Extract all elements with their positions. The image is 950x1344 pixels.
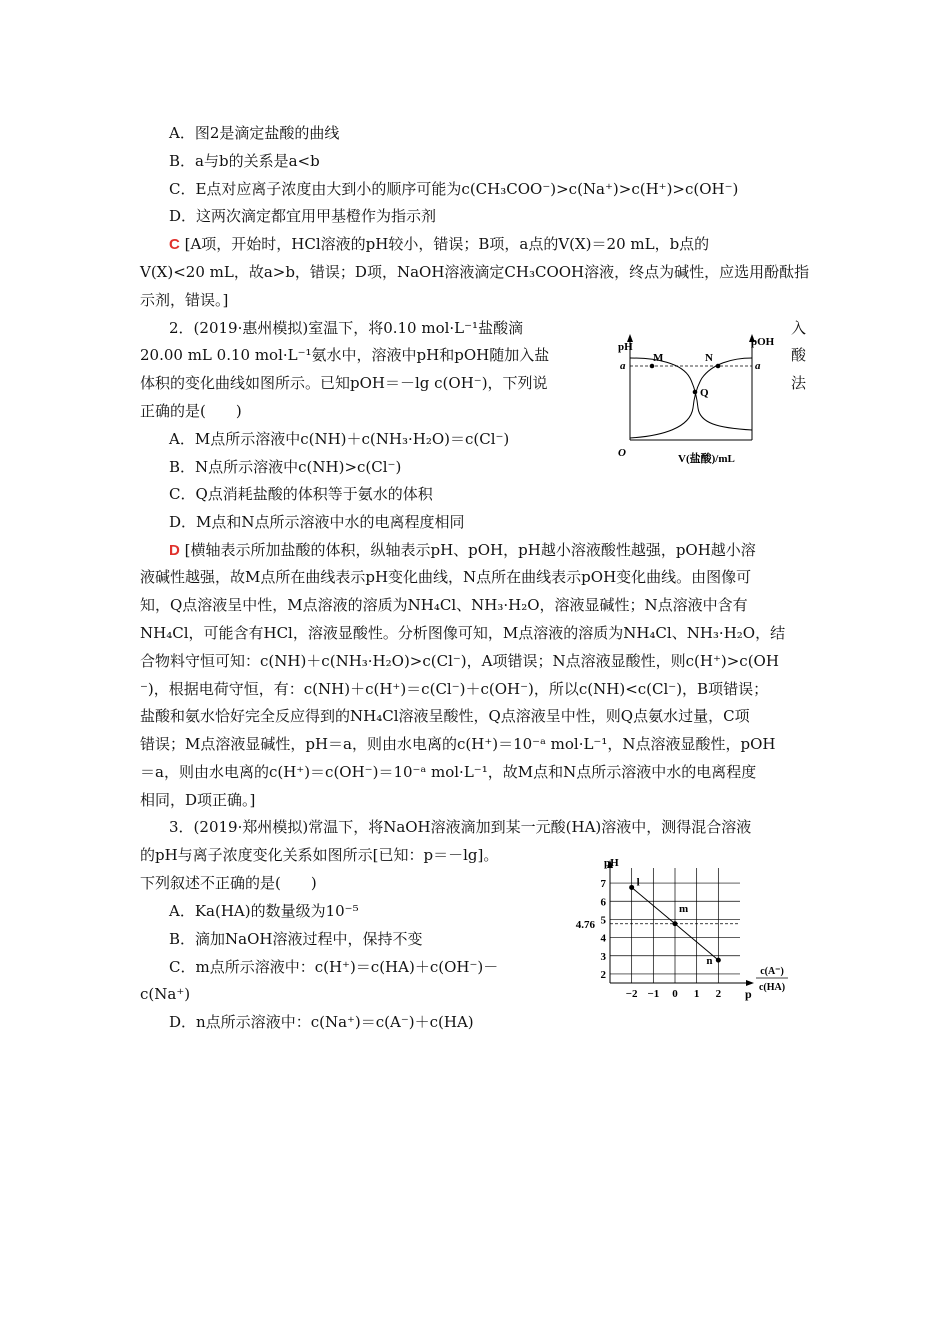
q3-y-tick-label: 2 xyxy=(600,968,606,981)
q3-x-tick-label: 0 xyxy=(672,988,678,1000)
q2-poh-label: pOH xyxy=(751,336,775,348)
q2-answer-letter: D xyxy=(169,542,180,559)
q2-option-b: B．N点所示溶液中c(NH)>c(Cl⁻) xyxy=(169,458,402,476)
q2-origin-label: O xyxy=(618,447,626,459)
q2-ph-curve xyxy=(630,358,752,430)
q2-stem-3: 体积的变化曲线如图所示。已知pOH＝－lg c(OH⁻)，下列说 xyxy=(140,374,548,392)
q3-x-label-num: c(A⁻) xyxy=(760,966,784,977)
q3-point-n xyxy=(716,958,721,963)
q2-explanation-5: 合物料守恒可知：c(NH)＋c(NH₃·H₂O)>c(Cl⁻)，A项错误；N点溶液显酸性，则c(H⁺)>c(OH xyxy=(140,652,779,670)
q1-explanation-2: V(X)<20 mL，故a>b，错误；D项，NaOH溶液滴定CH₃COOH溶液，终点为碱性，应选用酚酞指 xyxy=(140,263,810,281)
q1-explanation-3: 示剂，错误。] xyxy=(140,291,229,309)
q3-point-label-l: l xyxy=(636,876,640,889)
q2-explanation-6: ⁻)，根据电荷守恒，有：c(NH)＋c(H⁺)＝c(Cl⁻)＋c(OH⁻)，所以c(NH)<c(Cl⁻)，B项错误； xyxy=(140,680,769,698)
q1-answer-line-1 xyxy=(169,234,709,255)
q2-x-label: V(盐酸)/mL xyxy=(678,453,735,465)
q3-ref-label: 4.76 xyxy=(575,918,595,931)
q3-y-tick-label: 3 xyxy=(600,950,606,963)
q3-y-label: pH xyxy=(604,857,619,869)
q3-stem-1: 3．(2019·郑州模拟)常温下，将NaOH溶液滴加到某一元酸(HA)溶液中，测得混合溶液 xyxy=(169,818,752,836)
q2-explanation-4: NH₄Cl，可能含有HCl，溶液显酸性。分析图像可知，M点溶液的溶质为NH₄Cl、NH₃·H₂O，结 xyxy=(140,624,786,642)
q2-titration-figure xyxy=(612,328,782,470)
q2-explanation-9: ＝a，则由水电离的c(H⁺)＝c(OH⁻)＝10⁻ᵃ mol·L⁻¹，故M点和N点所示溶液中水的电离程度 xyxy=(140,763,757,781)
q1-option-b: B．a与b的关系是a<b xyxy=(169,152,320,170)
q1-option-d: D．这两次滴定都宜用甲基橙作为指示剂 xyxy=(169,207,437,225)
q3-y-tick-label: 6 xyxy=(600,896,606,909)
q3-point-label-n: n xyxy=(706,955,713,968)
q3-x-label-p: p xyxy=(745,987,752,1001)
q3-y-tick-label: 7 xyxy=(600,878,606,891)
q2-answer-line-1 xyxy=(169,540,756,561)
q2-option-d: D．M点和N点所示溶液中水的电离程度相同 xyxy=(169,513,465,531)
q2-point-n xyxy=(716,364,721,369)
q3-option-c-cont: c(Na⁺) xyxy=(140,985,191,1003)
q2-stem-right-1: 入 xyxy=(791,319,807,337)
q2-explanation-8: 错误；M点溶液显碱性，pH＝a，则由水电离的c(H⁺)＝10⁻ᵃ mol·L⁻¹，N点溶液显酸性，pOH xyxy=(140,735,776,753)
q2-explanation-7: 盐酸和氨水恰好完全反应得到的NH₄Cl溶液呈酸性，Q点溶液呈中性，则Q点氨水过量，C项 xyxy=(140,707,750,725)
q2-q-label: Q xyxy=(700,387,709,399)
q2-n-label: N xyxy=(705,352,713,364)
q2-stem-right-2: 酸 xyxy=(791,346,807,364)
q3-x-arrow xyxy=(746,980,754,986)
q2-explanation-2: 液碱性越强，故M点所在曲线表示pH变化曲线，N点所在曲线表示pOH变化曲线。由图像可 xyxy=(140,568,752,586)
q2-stem-right-3: 法 xyxy=(791,374,807,392)
q3-x-label-den: c(HA) xyxy=(758,982,786,993)
q2-option-c: C．Q点消耗盐酸的体积等于氨水的体积 xyxy=(169,485,433,503)
q1-explanation-1: [A项，开始时，HCl溶液的pH较小，错误；B项，a点的V(X)＝20 mL，b点的 xyxy=(184,235,710,253)
q3-option-d: D．n点所示溶液中：c(Na⁺)＝c(A⁻)＋c(HA) xyxy=(169,1013,474,1031)
q2-poh-curve xyxy=(630,358,752,438)
q2-stem-1: 2．(2019·惠州模拟)室温下，将0.10 mol·L⁻¹盐酸滴 xyxy=(169,319,524,337)
q3-stem-2: 的pH与离子浓度变化关系如图所示[已知：p＝－lg]。 xyxy=(140,846,499,864)
q3-point-l xyxy=(629,885,634,890)
q2-stem-4: 正确的是( ) xyxy=(140,402,242,420)
q2-point-q xyxy=(693,390,698,395)
q2-a-left-label: a xyxy=(620,360,626,372)
q3-point-label-m: m xyxy=(679,902,689,915)
q3-option-a: A．Ka(HA)的数量级为10⁻⁵ xyxy=(169,902,359,920)
q1-answer-letter: C xyxy=(169,236,180,253)
q2-option-a: A．M点所示溶液中c(NH)＋c(NH₃·H₂O)＝c(Cl⁻) xyxy=(169,430,510,448)
q2-stem-2: 20.00 mL 0.10 mol·L⁻¹氨水中，溶液中pH和pOH随加入盐 xyxy=(140,346,550,364)
q3-x-tick-label: −1 xyxy=(647,988,660,1000)
q2-explanation-3: 知，Q点溶液呈中性，M点溶液的溶质为NH₄Cl、NH₃·H₂O，溶液显碱性；N点溶液中含有 xyxy=(140,596,748,614)
q3-ph-chart xyxy=(560,852,820,1007)
q2-ph-label: pH xyxy=(618,341,633,353)
q3-x-tick-label: 2 xyxy=(715,988,722,1000)
q3-x-tick-label: 1 xyxy=(693,988,700,1000)
q1-option-a: A．图2是滴定盐酸的曲线 xyxy=(169,124,340,142)
q3-option-c: C．m点所示溶液中：c(H⁺)＝c(HA)＋c(OH⁻)－ xyxy=(169,958,499,976)
q2-a-right-label: a xyxy=(755,360,761,372)
q3-option-b: B．滴加NaOH溶液过程中，保持不变 xyxy=(169,930,423,948)
q3-y-tick-label: 4 xyxy=(600,932,606,945)
q1-option-c: C．E点对应离子浓度由大到小的顺序可能为c(CH₃COO⁻)>c(Na⁺)>c(H⁺)>c(OH⁻) xyxy=(169,180,739,198)
q2-explanation-1: [横轴表示所加盐酸的体积，纵轴表示pH、pOH，pH越小溶液酸性越强，pOH越小溶 xyxy=(184,541,756,559)
q3-stem-3: 下列叙述不正确的是( ) xyxy=(140,874,317,892)
q2-m-label: M xyxy=(653,352,664,364)
q2-explanation-10: 相同，D项正确。] xyxy=(140,791,256,809)
q3-y-tick-label: 5 xyxy=(600,914,606,927)
q2-point-m xyxy=(650,364,655,369)
q3-point-m xyxy=(673,921,678,926)
q3-x-tick-label: −2 xyxy=(625,988,638,1000)
